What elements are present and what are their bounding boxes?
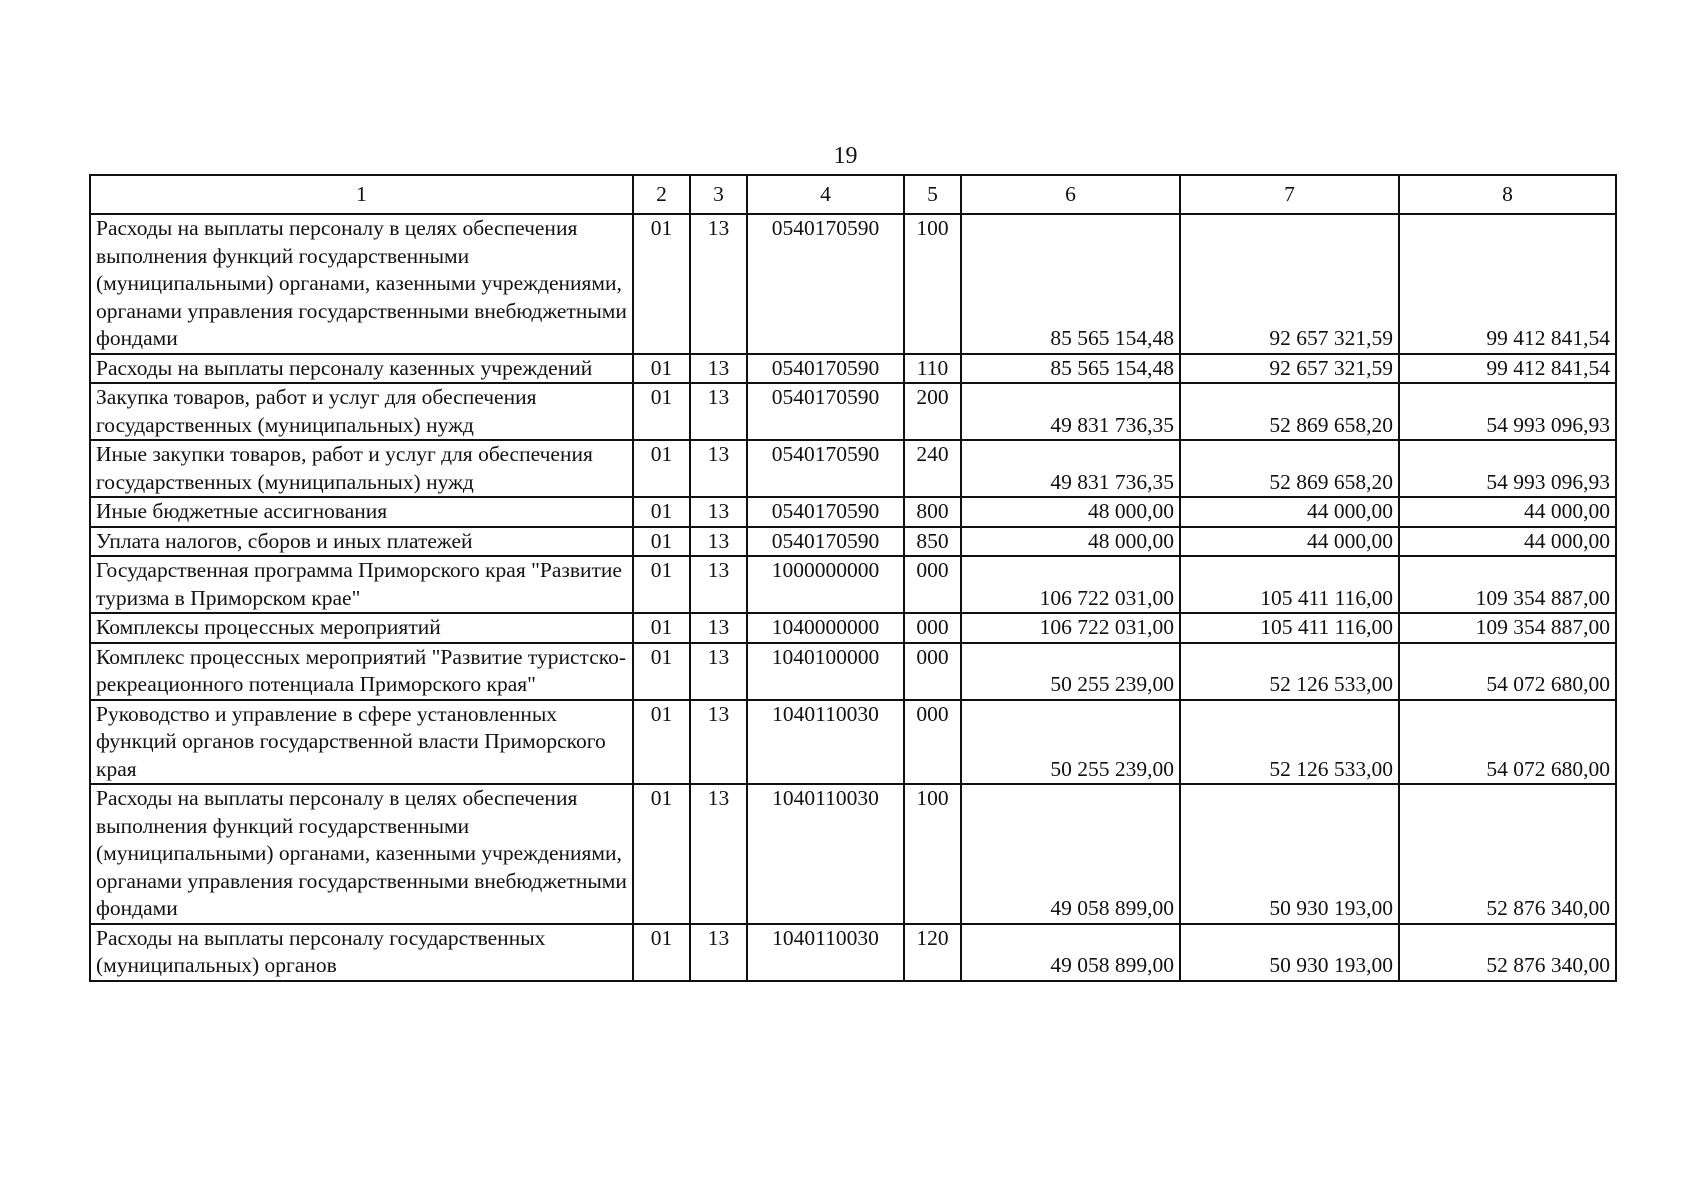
target-article-code: 1000000000 xyxy=(747,556,904,613)
amount-col8: 52 876 340,00 xyxy=(1399,924,1616,981)
target-article-code: 1040110030 xyxy=(747,700,904,785)
table-row xyxy=(90,383,1616,440)
amount-col7: 44 000,00 xyxy=(1180,527,1399,557)
amount-col8: 54 993 096,93 xyxy=(1399,440,1616,497)
section-code: 01 xyxy=(633,440,690,497)
expense-type-code: 100 xyxy=(904,784,961,924)
amount-col7: 105 411 116,00 xyxy=(1180,613,1399,643)
subsection-code: 13 xyxy=(690,556,747,613)
page-number: 19 xyxy=(833,143,858,169)
amount-col7: 52 869 658,20 xyxy=(1180,440,1399,497)
expense-type-code: 850 xyxy=(904,527,961,557)
expense-type-code: 000 xyxy=(904,556,961,613)
amount-col8: 99 412 841,54 xyxy=(1399,354,1616,384)
row-name: Руководство и управление в сфере установленных функций органов государственной власти Приморского края xyxy=(90,700,633,785)
section-code: 01 xyxy=(633,643,690,700)
target-article-code: 0540170590 xyxy=(747,214,904,354)
amount-col7: 105 411 116,00 xyxy=(1180,556,1399,613)
amount-col8: 54 993 096,93 xyxy=(1399,383,1616,440)
target-article-code: 1040110030 xyxy=(747,784,904,924)
row-name: Уплата налогов, сборов и иных платежей xyxy=(90,527,633,557)
amount-col6: 49 058 899,00 xyxy=(961,784,1180,924)
table-row xyxy=(90,700,1616,785)
amount-col6: 48 000,00 xyxy=(961,527,1180,557)
section-code: 01 xyxy=(633,613,690,643)
subsection-code: 13 xyxy=(690,613,747,643)
table-row xyxy=(90,527,1616,557)
subsection-code: 13 xyxy=(690,527,747,557)
amount-col7: 52 869 658,20 xyxy=(1180,383,1399,440)
column-header: 2 xyxy=(633,175,690,214)
amount-col7: 52 126 533,00 xyxy=(1180,700,1399,785)
target-article-code: 1040100000 xyxy=(747,643,904,700)
expense-type-code: 000 xyxy=(904,643,961,700)
subsection-code: 13 xyxy=(690,784,747,924)
row-name: Комплексы процессных мероприятий xyxy=(90,613,633,643)
column-header: 1 xyxy=(90,175,633,214)
amount-col6: 106 722 031,00 xyxy=(961,613,1180,643)
column-header: 4 xyxy=(747,175,904,214)
expense-type-code: 110 xyxy=(904,354,961,384)
subsection-code: 13 xyxy=(690,924,747,981)
amount-col7: 92 657 321,59 xyxy=(1180,214,1399,354)
budget-table xyxy=(89,174,1617,982)
target-article-code: 0540170590 xyxy=(747,354,904,384)
table-row xyxy=(90,440,1616,497)
target-article-code: 1040000000 xyxy=(747,613,904,643)
subsection-code: 13 xyxy=(690,497,747,527)
expense-type-code: 000 xyxy=(904,613,961,643)
column-header: 6 xyxy=(961,175,1180,214)
subsection-code: 13 xyxy=(690,440,747,497)
table-row xyxy=(90,924,1616,981)
amount-col6: 50 255 239,00 xyxy=(961,643,1180,700)
amount-col8: 54 072 680,00 xyxy=(1399,643,1616,700)
column-header: 8 xyxy=(1399,175,1616,214)
amount-col8: 109 354 887,00 xyxy=(1399,613,1616,643)
expense-type-code: 000 xyxy=(904,700,961,785)
table-row xyxy=(90,784,1616,924)
expense-type-code: 800 xyxy=(904,497,961,527)
amount-col7: 52 126 533,00 xyxy=(1180,643,1399,700)
amount-col6: 49 058 899,00 xyxy=(961,924,1180,981)
amount-col6: 49 831 736,35 xyxy=(961,440,1180,497)
amount-col8: 52 876 340,00 xyxy=(1399,784,1616,924)
table-row xyxy=(90,497,1616,527)
subsection-code: 13 xyxy=(690,383,747,440)
amount-col6: 85 565 154,48 xyxy=(961,214,1180,354)
row-name: Расходы на выплаты персоналу в целях обеспечения выполнения функций государственными (муниципальными) органами, казенными учреждениями, органами управления государственными внебюджетными фондами xyxy=(90,784,633,924)
section-code: 01 xyxy=(633,556,690,613)
amount-col8: 99 412 841,54 xyxy=(1399,214,1616,354)
amount-col7: 50 930 193,00 xyxy=(1180,784,1399,924)
expense-type-code: 240 xyxy=(904,440,961,497)
row-name: Иные бюджетные ассигнования xyxy=(90,497,633,527)
amount-col8: 44 000,00 xyxy=(1399,527,1616,557)
target-article-code: 0540170590 xyxy=(747,440,904,497)
amount-col8: 109 354 887,00 xyxy=(1399,556,1616,613)
row-name: Расходы на выплаты персоналу государственных (муниципальных) органов xyxy=(90,924,633,981)
section-code: 01 xyxy=(633,497,690,527)
table-row xyxy=(90,214,1616,354)
header-row xyxy=(90,175,1616,214)
section-code: 01 xyxy=(633,784,690,924)
subsection-code: 13 xyxy=(690,643,747,700)
target-article-code: 1040110030 xyxy=(747,924,904,981)
section-code: 01 xyxy=(633,214,690,354)
table-row xyxy=(90,613,1616,643)
amount-col6: 48 000,00 xyxy=(961,497,1180,527)
section-code: 01 xyxy=(633,354,690,384)
section-code: 01 xyxy=(633,924,690,981)
row-name: Расходы на выплаты персоналу казенных учреждений xyxy=(90,354,633,384)
column-header: 7 xyxy=(1180,175,1399,214)
row-name: Расходы на выплаты персоналу в целях обеспечения выполнения функций государственными (муниципальными) органами, казенными учреждениями, органами управления государственными внебюджетными фондами xyxy=(90,214,633,354)
amount-col7: 44 000,00 xyxy=(1180,497,1399,527)
subsection-code: 13 xyxy=(690,700,747,785)
amount-col7: 50 930 193,00 xyxy=(1180,924,1399,981)
section-code: 01 xyxy=(633,527,690,557)
amount-col8: 54 072 680,00 xyxy=(1399,700,1616,785)
amount-col7: 92 657 321,59 xyxy=(1180,354,1399,384)
section-code: 01 xyxy=(633,383,690,440)
amount-col6: 49 831 736,35 xyxy=(961,383,1180,440)
section-code: 01 xyxy=(633,700,690,785)
subsection-code: 13 xyxy=(690,214,747,354)
target-article-code: 0540170590 xyxy=(747,527,904,557)
row-name: Комплекс процессных мероприятий "Развитие туристско-рекреационного потенциала Приморского края" xyxy=(90,643,633,700)
table-row xyxy=(90,556,1616,613)
row-name: Закупка товаров, работ и услуг для обеспечения государственных (муниципальных) нужд xyxy=(90,383,633,440)
row-name: Иные закупки товаров, работ и услуг для обеспечения государственных (муниципальных) нужд xyxy=(90,440,633,497)
target-article-code: 0540170590 xyxy=(747,497,904,527)
expense-type-code: 120 xyxy=(904,924,961,981)
target-article-code: 0540170590 xyxy=(747,383,904,440)
subsection-code: 13 xyxy=(690,354,747,384)
amount-col6: 85 565 154,48 xyxy=(961,354,1180,384)
expense-type-code: 200 xyxy=(904,383,961,440)
column-header: 5 xyxy=(904,175,961,214)
column-header: 3 xyxy=(690,175,747,214)
amount-col6: 50 255 239,00 xyxy=(961,700,1180,785)
expense-type-code: 100 xyxy=(904,214,961,354)
amount-col6: 106 722 031,00 xyxy=(961,556,1180,613)
table-row xyxy=(90,354,1616,384)
amount-col8: 44 000,00 xyxy=(1399,497,1616,527)
row-name: Государственная программа Приморского края "Развитие туризма в Приморском крае" xyxy=(90,556,633,613)
table-row xyxy=(90,643,1616,700)
